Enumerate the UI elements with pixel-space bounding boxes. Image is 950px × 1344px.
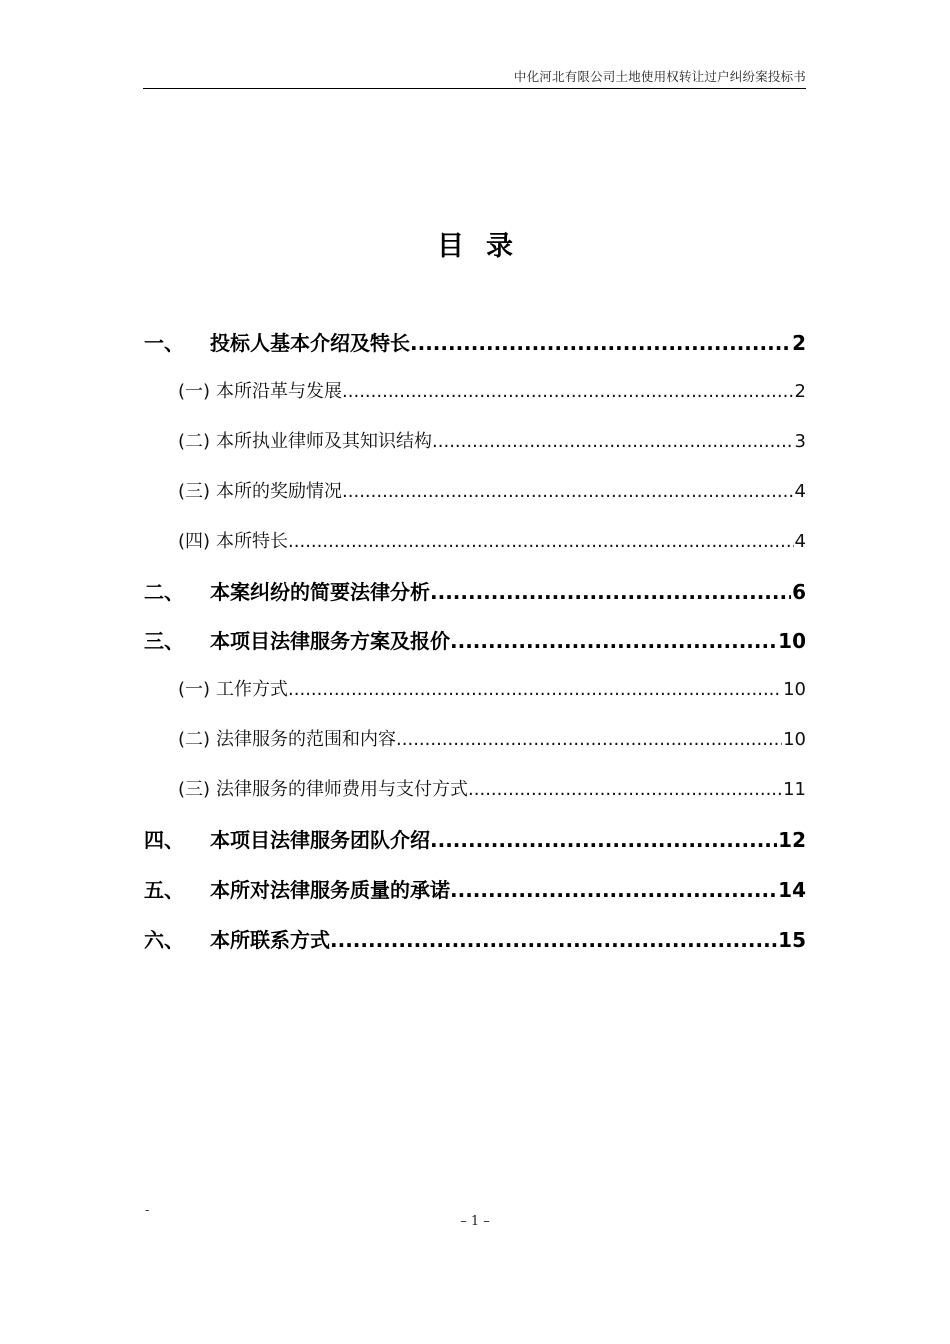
toc-entry-number: (一) [178, 679, 211, 700]
toc-entry-label: 本所执业律师及其知识结构 [216, 431, 433, 452]
toc-entry-number: 一、 [144, 331, 184, 355]
toc-dot-leader [430, 828, 777, 852]
toc-entry-label: 本所沿革与发展 [216, 381, 343, 402]
toc-dot-leader [432, 431, 794, 452]
toc-entry-page: 4 [794, 481, 806, 502]
toc-entry-number: (四) [178, 531, 211, 552]
toc-entry-3[interactable] [144, 625, 806, 654]
toc-entry-1-4[interactable] [178, 527, 806, 553]
toc-dot-leader [342, 481, 794, 502]
toc-entry-number: 三、 [144, 629, 184, 653]
toc-entry-page: 12 [778, 828, 806, 852]
toc-entry-4[interactable] [144, 824, 806, 853]
toc-entry-6[interactable] [144, 924, 806, 953]
toc-entry-1-2[interactable] [178, 427, 806, 453]
toc-entry-3-2[interactable] [178, 725, 806, 751]
toc-entry-page: 2 [794, 381, 806, 402]
toc-title: 目录 [437, 231, 535, 262]
toc-entry-label: 法律服务的律师费用与支付方式 [216, 779, 469, 800]
toc-entry-number: 六、 [144, 928, 184, 952]
toc-entry-3-1[interactable] [178, 675, 806, 701]
toc-entry-number: 五、 [144, 878, 184, 902]
toc-entry-page: 10 [778, 629, 806, 653]
toc-dot-leader [396, 729, 782, 750]
toc-entry-2[interactable] [144, 576, 806, 605]
toc-entry-3-3[interactable] [178, 775, 806, 801]
toc-entry-number: (二) [178, 431, 211, 452]
toc-entry-label: 本所特长 [216, 531, 289, 552]
running-header [143, 64, 806, 89]
footer-mark: - [145, 1203, 150, 1217]
toc-entry-page: 15 [778, 928, 806, 952]
toc-entry-page: 2 [792, 331, 806, 355]
toc-entry-number: (三) [178, 779, 211, 800]
toc-entry-label: 本所的奖励情况 [216, 481, 343, 502]
toc-entry-number: (三) [178, 481, 211, 502]
toc-entry-label: 本所对法律服务质量的承诺 [210, 878, 450, 902]
toc-entry-label: 工作方式 [216, 679, 289, 700]
page-number: – 1 – [460, 1214, 490, 1229]
toc-entry-number: 四、 [144, 828, 184, 852]
toc-dot-leader [468, 779, 782, 800]
toc-dot-leader [410, 331, 791, 355]
toc-entry-label: 本案纠纷的简要法律分析 [210, 580, 430, 604]
toc-entry-label: 投标人基本介绍及特长 [210, 331, 410, 355]
toc-entry-label: 本项目法律服务方案及报价 [210, 629, 450, 653]
toc-entry-1[interactable] [144, 327, 806, 356]
toc-entry-page: 10 [783, 729, 806, 750]
toc-dot-leader [330, 928, 777, 952]
toc-entry-label: 法律服务的范围和内容 [216, 729, 397, 750]
toc-entry-page: 4 [794, 531, 806, 552]
toc-entry-page: 3 [794, 431, 806, 452]
toc-entry-number: 二、 [144, 580, 184, 604]
toc-entry-page: 14 [778, 878, 806, 902]
toc-entry-5[interactable] [144, 874, 806, 903]
toc-entry-number: (一) [178, 381, 211, 402]
toc-entry-1-1[interactable] [178, 377, 806, 403]
toc-entry-1-3[interactable] [178, 477, 806, 503]
toc-entry-label: 本所联系方式 [210, 928, 330, 952]
toc-entry-page: 10 [783, 679, 806, 700]
toc-dot-leader [342, 381, 794, 402]
toc-dot-leader [288, 531, 794, 552]
toc-dot-leader [288, 679, 782, 700]
toc-dot-leader [450, 629, 777, 653]
toc-dot-leader [430, 580, 791, 604]
toc-dot-leader [450, 878, 777, 902]
header-title: 中化河北有限公司土地使用权转让过户纠纷案投标书 [513, 69, 806, 84]
toc-entry-number: (二) [178, 729, 211, 750]
toc-entry-label: 本项目法律服务团队介绍 [210, 828, 430, 852]
toc-entry-page: 6 [792, 580, 806, 604]
toc-entry-page: 11 [783, 779, 806, 800]
